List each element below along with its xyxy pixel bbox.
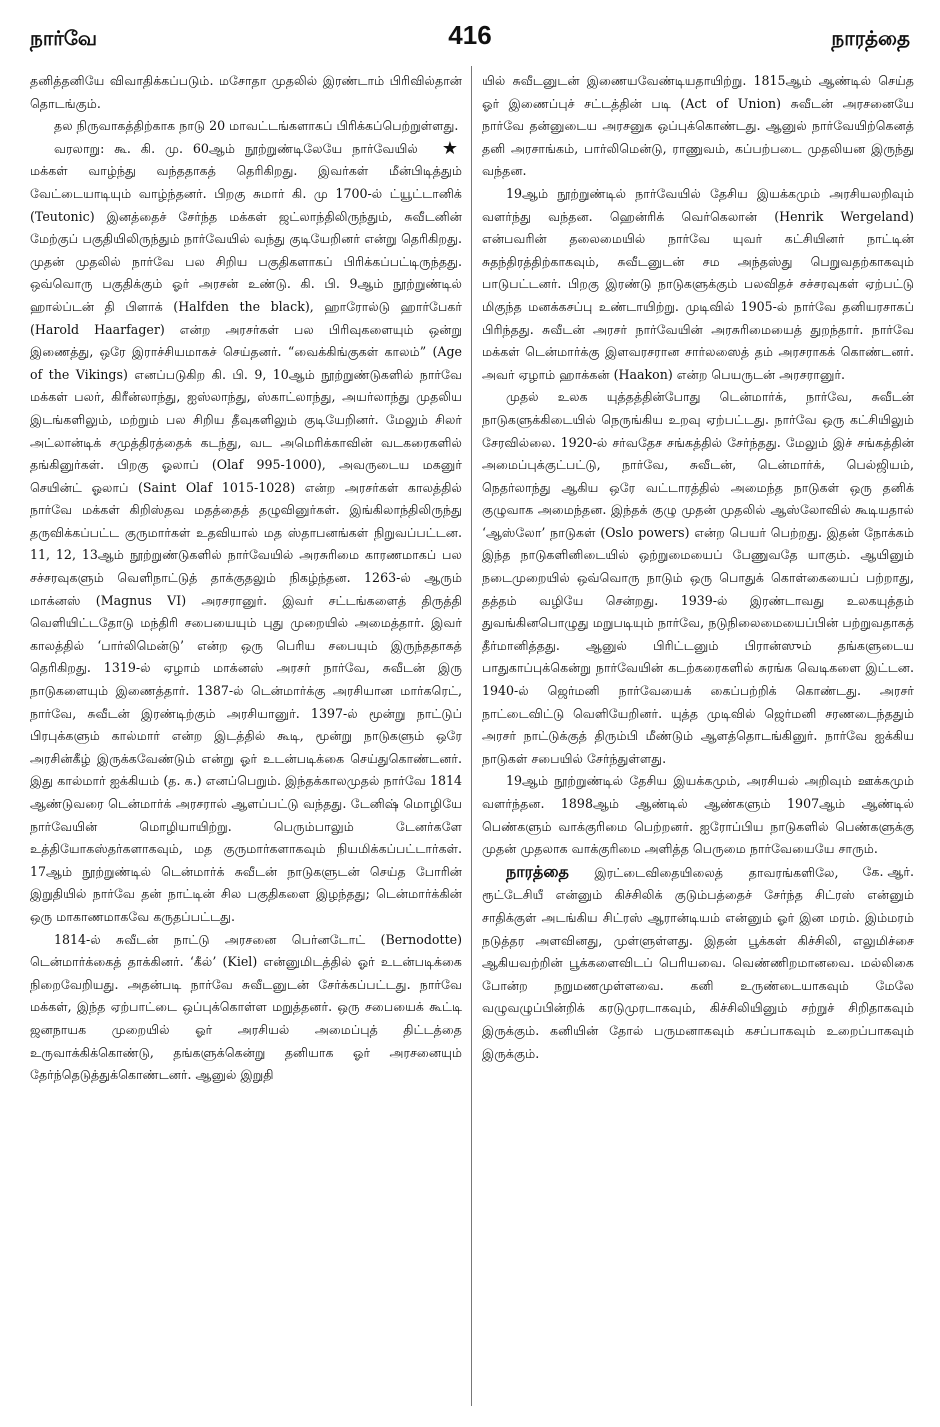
running-head-left: நார்வே — [30, 26, 98, 50]
right-column — [482, 70, 914, 1405]
entry-paragraph — [482, 861, 914, 1065]
running-head-right: நாரத்தை — [831, 26, 910, 50]
star-icon: ★ — [441, 137, 458, 159]
author-signature: கே. ஆர். — [862, 863, 914, 879]
column-divider — [471, 66, 472, 1406]
paragraph-text: தல நிருவாகத்திற்காக நாடு 20 மாவட்டங்களாகப் பிரிக்கப்பெற்றுள்ளது. — [54, 118, 459, 134]
paragraph: தனித்தனியே விவாதிக்கப்படும். மசோதா முதலில் இரண்டாம் பிரிவில்தான் தொடங்கும். — [30, 73, 462, 111]
paragraph-history: வரலாறு: கூ. கி. மு. 60ஆம் நூற்றுண்டிலேயே நார்வேயில் மக்கள் வாழ்ந்து வந்ததாகத் தெரிகிறது. இவர்கள் மீன்பிடித்தும் வேட்டையாடியும் வாழ்ந்தனர். பிறகு சுமார் கி. மு 1700-ல் ட்யூட்டானிக் (Teutonic) இனத்தைச் சேர்ந்த மக்கள் ஜட்லாந்திலிருந்தும், சுவீடனின் மேற்குப் பகுதியிலிருந்தும் நார்வேயில் வந்து குடியேறினர் என்று தெரிகிறது. முதன் முதலில் நார்வே பல சிறிய பகுதிகளாகப் பிரிக்கப்பட்டிருந்தது. ஒவ்வொரு பகுதிக்கும் ஓர் அரசன் உண்டு. கி. பி. 9ஆம் நூற்றுண்டில் ஹால்ப்டன் தி பிளாக் (Halfden the black), ஹாரோல்டு ஹார்பேகர் (Harold Haarfager) என்ற அரசர்கள் பல பிரிவுகளையும் ஒன்று இணைத்து, ஒரே இராச்சியமாகச் செய்தனர். “வைக்கிங்குகள் காலம்” (Age of the Vikings) எனப்படுகிற கி. பி. 9, 10ஆம் நூற்றுண்டுகளில் நார்வே மக்கள் பலர், கிரீன்லாந்து, ஐஸ்லாந்து, ஸ்காட்லாந்து, அயர்லாந்து முதலிய இடங்களிலும், மற்றும் பல சிறிய தீவுகளிலும் குடியேறினர். மேலும் சிலர் அட்லான்டிக் சமுத்திரத்தைக் கடந்து, வட அமெரிக்காவின் வடகரைகளில் தங்கினுர்கள். பிறகு ஓலாப் (Olaf 995-1000), அவருடைய மகனுர் செயின்ட் ஓலாப் (Saint Olaf 1015-1028) என்ற அரசர்கள் காலத்தில் நார்வே மக்கள் கிறிஸ்தவ மதத்தைத் தழுவினுர்கள். இங்கிலாந்திலிருந்து தருவிக்கப்பட்ட குருமார்கள் உதவியால் மத ஸ்தாபனங்கள் நிறுவப்பட்டன. 11, 12, 13ஆம் நூற்றுண்டுகளில் நார்வேயில் அரசுரிமை காரணமாகப் பல சச்சரவுகளும் வெளிநாட்டுத் தாக்குதலும் நிகழ்ந்தன. 1263-ல் ஆரும் மாக்னஸ் (Magnus VI) அரசரானுர். இவர் சட்டங்களைத் திருத்தி வெளியிட்டதோடு மந்திரி சபையையும் புது முறையில் அமைத்தார். இவர் காலத்தில் ‘பார்லிமென்டு’ என்ற ஒரு பெரிய சபையும் இருந்ததாகத் தெரிகிறது. 1319-ல் ஏழாம் மாக்னஸ் அரசர் நார்வே, சுவீடன் இரு நாடுகளையும் இணைத்தார். 1387-ல் டென்மார்க்கு அரசியான மார்கரெட், நார்வே, சுவீடன் இரண்டிற்கும் அரசியானுர். 1397-ல் மூன்று நாட்டுப் பிரபுக்களும் கால்மார் என்ற இடத்தில் கூடி, மூன்று நாடுகளும் ஒரே அரசின்கீழ் இருக்கவேண்டும் என்று ஓர் உடன்படிக்கை செய்துகொண்டனர். இது கால்மார் ஐக்கியம் (த. க.) எனப்பெறும். இந்தக்காலமுதல் நார்வே 1814 ஆண்டுவரை டென்மார்க் அரசரால் ஆளப்பட்டு வந்தது. டேனிஷ் மொழியே நார்வேயின் மொழியாயிற்று. பெரும்பாலும் டேனர்களே உத்தியோகஸ்தர்களாகவும், மத குருமார்களாகவும் நியமிக்கப்பட்டார்கள். 17ஆம் நூற்றுண்டில் டென்மார்க் சுவீடன் நாடுகளுடன் செய்த போரின் இறுதியில் நார்வே தன் நாட்டின் சில பகுதிகளை இழந்தது; டென்மார்க்கின் ஒரு மாகாணமாகவே கருதப்பட்டது. — [30, 140, 462, 924]
paragraph: 1814-ல் சுவீடன் நாட்டு அரசனை பெர்னடோட் (Bernodotte) டென்மார்க்கைத் தாக்கினர். ‘கீல்’ (Kiel) என்னுமிடத்தில் ஓர் உடன்படிக்கை நிறைவேறியது. அதன்படி நார்வே சுவீடனுடன் சேர்க்கப்பட்டது. நார்வே மக்கள், இந்த ஏற்பாட்டை ஒப்புக்கொள்ள மறுத்தனர். ஒரு சபையைக் கூட்டி ஜனநாயக முறையில் ஓர் அரசியல் அமைப்புத் திட்டத்தை உருவாக்கிக்கொண்டு, தங்களுக்கென்று தனியாக ஓர் அரசனையும் தேர்ந்தெடுத்துக்கொண்டனர். ஆனுல் இறுதி — [30, 931, 462, 1083]
entry-term: நாரத்தை — [506, 861, 569, 881]
entry-text: இரட்டைவிதையிலைத் தாவரங்களிலே, ரூட்டேசியீ என்னும் கிச்சிலிக் குடும்பத்தைச் சேர்ந்த சிட்ரஸ் என்னும் சாதிக்குள் அடங்கிய சிட்ரஸ் ஆரான்டியம் என்னும் ஓர் இன மரம். இம்மரம் நடுத்தர அளவினது, முள்ளுள்ளது. இதன் பூக்கள் கிச்சிலி, எலுமிச்சை ஆகியவற்றின் பூக்களைவிடப் பெரியவை. வெண்ணிறமானவை. மல்லிகை போன்ற நறுமணமுள்ளவை. கனி உருண்டையாகவும் மேலே வழுவழுப்பின்றிக் கரடுமுரடாகவும், கிச்சிலியினும் சற்றுச் சிறிதாகவும் இருக்கும். கனியின் தோல் பருமனாகவும் கசப்பாகவும் உறைப்பாகவும் இருக்கும். — [482, 864, 914, 1061]
paragraph-text: 19ஆம் நூற்றுண்டில் தேசிய இயக்கமும், அரசியல் அறிவும் ஊக்கமும் வளர்ந்தன. 1898ஆம் ஆண்டில் ஆண்களும் 1907ஆம் ஆண்டில் பெண்களும் வாக்குரிமை பெற்றனர். ஐரோப்பிய நாடுகளில் பெண்களுக்கு முதன் முதலாக வாக்குரிமை அளித்த பெருமை நார்வேயையே சாரும். — [482, 773, 914, 857]
paragraph: யில் சுவீடனுடன் இணையவேண்டியதாயிற்று. 1815ஆம் ஆண்டில் செய்த ஓர் இணைப்புச் சட்டத்தின் படி (Act of Union) சுவீடன் அரசனையே நார்வே தன்னுடைய அரசனுக ஒப்புக்கொண்டது. ஆனுல் நார்வேயிற்கெனத் தனி அரசாங்கம், பார்லிமென்டு, ராணுவம், கப்பற்படை முதலியன இருந்து வந்தன. — [482, 73, 914, 179]
paragraph: 19ஆம் நூற்றுண்டில் நார்வேயில் தேசிய இயக்கமும் அரசியலறிவும் வளர்ந்து வந்தன. ஹென்ரிக் வெர்கெலான் (Henrik Wergeland) என்பவரின் தலைமையில் நார்வே யுவர் கட்சியினர் நாட்டின் சுதந்திரத்திற்காகவும், சுவீடனுடன் சம அந்தஸ்து பெறுவதற்காகவும் பாடுபட்டனர். பிறகு இரண்டு நாடுகளுக்கும் பலவிதச் சச்சரவுகள் ஏற்பட்டு மிகுந்த மனக்கசப்பு உண்டாயிற்று. முடிவில் 1905-ல் நார்வே தனியரசாகப் பிரிந்தது. சுவீடன் அரசர் நார்வேயின் அரசுரிமையைத் துறந்தார். நார்வே மக்கள் டென்மார்க்கு இளவரசரான சார்லஸைத் தம் அரசராகக் கொண்டனர். அவர் ஏழாம் ஹாக்கன் (Haakon) என்ற பெயருடன் அரசரானுர். — [482, 185, 914, 382]
page-number: 416 — [448, 20, 492, 50]
paragraph — [30, 115, 462, 159]
paragraph: முதல் உலக யுத்தத்தின்போது டென்மார்க், நார்வே, சுவீடன் நாடுகளுக்கிடையில் நெருங்கிய உறவு ஏற்பட்டது. நார்வே ஒரு கட்சியிலும் சேரவில்லை. 1920-ல் சர்வதேச சங்கத்தில் சேர்ந்தது. மேலும் இச் சங்கத்தின் அமைப்புக்குட்பட்டு, நார்வே, சுவீடன், டென்மார்க், பெல்ஜியம், நெதர்லாந்து ஆகிய ஒரே வட்டாரத்தில் அமைந்த நாடுகள் ஒரு தனிக் குழுவாக அமைந்தன. இந்தக் குழு முதன் முதலில் ஆஸ்லோவில் கூடியதால் ‘ஆஸ்லோ’ நாடுகள் (Oslo powers) என்ற பெயர் பெற்றது. இதன் நோக்கம் இந்த நாடுகளினிடையில் ஒற்றுமையைப் பேணுவதே யாகும். ஆயினும் நடைமுறையில் ஒவ்வொரு நாடும் ஒரு பொதுக் கொள்கையைப் பற்றாது, தத்தம் வழியே சென்றது. 1939-ல் இரண்டாவது உலகயுத்தம் துவங்கினபொழுது மறுபடியும் நார்வே, நடுநிலைமையைப்பின் பற்றுவதாகத் தீர்மானித்தது. ஆனுல் பிரிட்டனும் பிரான்ஸும் தங்களுடைய பாதுகாப்புக்கென்று நார்வேயின் கடற்கரைகளில் சுரங்க வெடிகளை இட்டன. 1940-ல் ஜெர்மனி நார்வேயைக் கைப்பற்றிக் கொண்டது. அரசர் நாட்டைவிட்டு வெளியேறினர். யுத்த முடிவில் ஜெர்மனி சரணடைந்ததும் அரசர் நாட்டுக்குத் திரும்பி மீண்டும் ஆளத்தொடங்கினுர். நார்வே ஐக்கிய நாடுகள் சபையில் சேர்ந்துள்ளது. — [482, 389, 914, 766]
left-column — [30, 70, 462, 1405]
